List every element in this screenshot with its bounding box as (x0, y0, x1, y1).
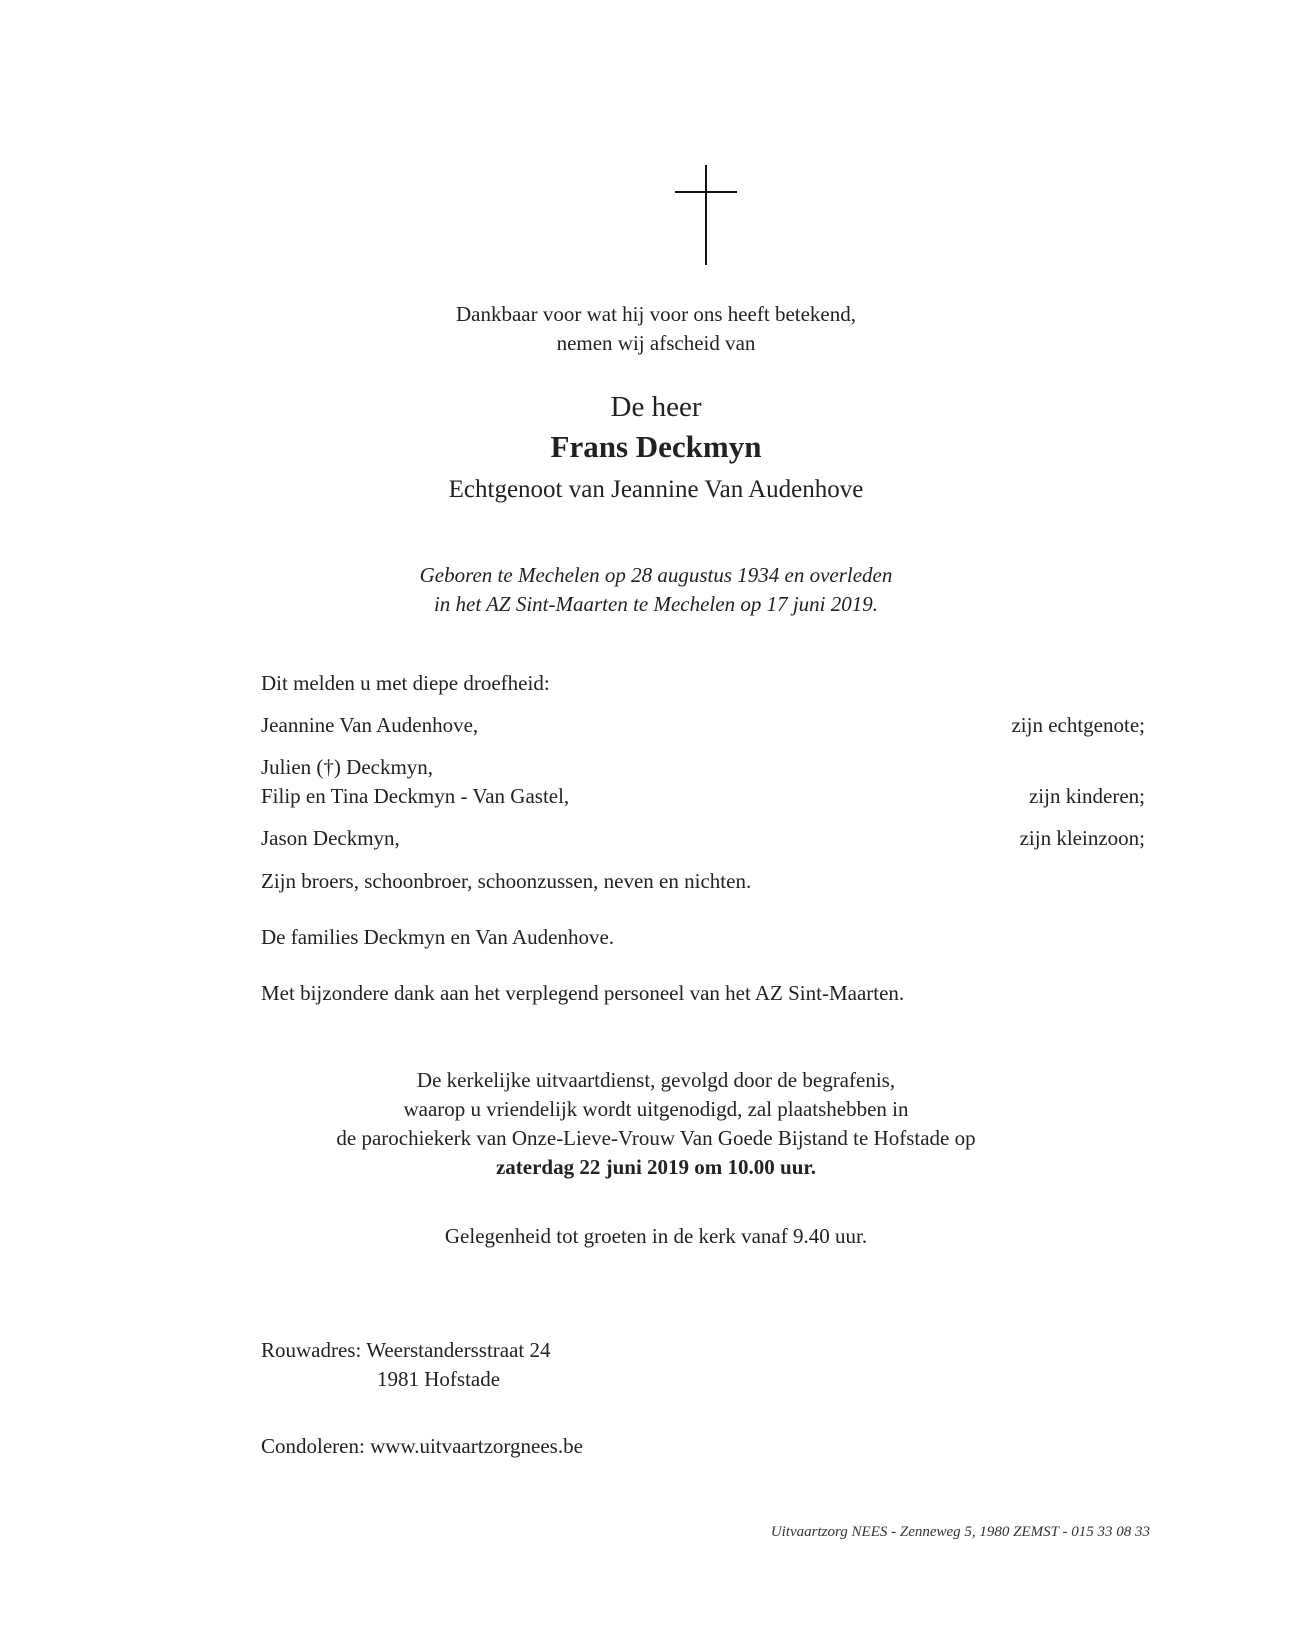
intro-line-1: Dankbaar voor wat hij voor ons heeft betekend, (455, 302, 857, 326)
condolences-url[interactable]: www.uitvaartzorgnees.be (370, 1434, 583, 1458)
condolences (261, 1432, 583, 1461)
greeting-info: Gelegenheid tot groeten in de kerk vanaf 9.40 uur. (444, 1224, 868, 1248)
mourner-relation: zijn kleinzoon; (1019, 826, 1145, 850)
address-city: 1981 Hofstade (377, 1367, 501, 1391)
cross-icon (675, 165, 737, 265)
list-item (261, 753, 1145, 782)
deceased-name: Frans Deckmyn (550, 429, 762, 464)
list-item (261, 711, 1145, 740)
deceased-title: De heer (610, 391, 702, 423)
mourner-name: Jason Deckmyn, (261, 826, 400, 850)
families-line: De families Deckmyn en Van Audenhove. (261, 925, 615, 949)
mourner-name: Filip en Tina Deckmyn - Van Gastel, (261, 784, 570, 808)
mourners-intro: Dit melden u met diepe droefheid: (261, 671, 550, 695)
mourner-name: Jeannine Van Audenhove, (261, 713, 479, 737)
condolences-label: Condoleren: (261, 1434, 365, 1458)
mourner-name: Julien (†) Deckmyn, (261, 755, 434, 779)
death-line: in het AZ Sint-Maarten te Mechelen op 17 juni 2019. (433, 592, 879, 616)
mourner-relation: zijn echtgenote; (1011, 713, 1145, 737)
intro-text (0, 300, 1312, 358)
address-street: Weerstandersstraat 24 (366, 1338, 551, 1362)
thanks-line: Met bijzondere dank aan het verplegend personeel van het AZ Sint-Maarten. (261, 981, 905, 1005)
intro-line-2: nemen wij afscheid van (556, 331, 756, 355)
deceased-spouse: Echtgenoot van Jeannine Van Audenhove (448, 476, 864, 503)
list-item (261, 824, 1145, 853)
mourners-others: Zijn broers, schoonbroer, schoonzussen, neven en nichten. (261, 869, 752, 893)
list-item (261, 782, 1145, 811)
mourner-relation: zijn kinderen; (1028, 784, 1145, 808)
birth-line: Geboren te Mechelen op 28 augustus 1934 en overleden (419, 563, 893, 587)
mourning-address (261, 1336, 551, 1365)
service-line-1: De kerkelijke uitvaartdienst, gevolgd door de begrafenis, (416, 1068, 896, 1092)
funeral-home-footer: Uitvaartzorg NEES - Zenneweg 5, 1980 ZEMST - 015 33 08 33 (770, 1524, 1150, 1540)
funeral-service-info (0, 1066, 1312, 1182)
service-line-2: waarop u vriendelijk wordt uitgenodigd, zal plaatshebben in (403, 1097, 909, 1121)
service-line-3: de parochiekerk van Onze-Lieve-Vrouw Van Goede Bijstand te Hofstade op (336, 1126, 976, 1150)
service-datetime: zaterdag 22 juni 2019 om 10.00 uur. (495, 1155, 817, 1179)
address-label: Rouwadres: (261, 1338, 362, 1362)
birth-death-info (0, 561, 1312, 619)
mourners-list (261, 669, 1145, 929)
